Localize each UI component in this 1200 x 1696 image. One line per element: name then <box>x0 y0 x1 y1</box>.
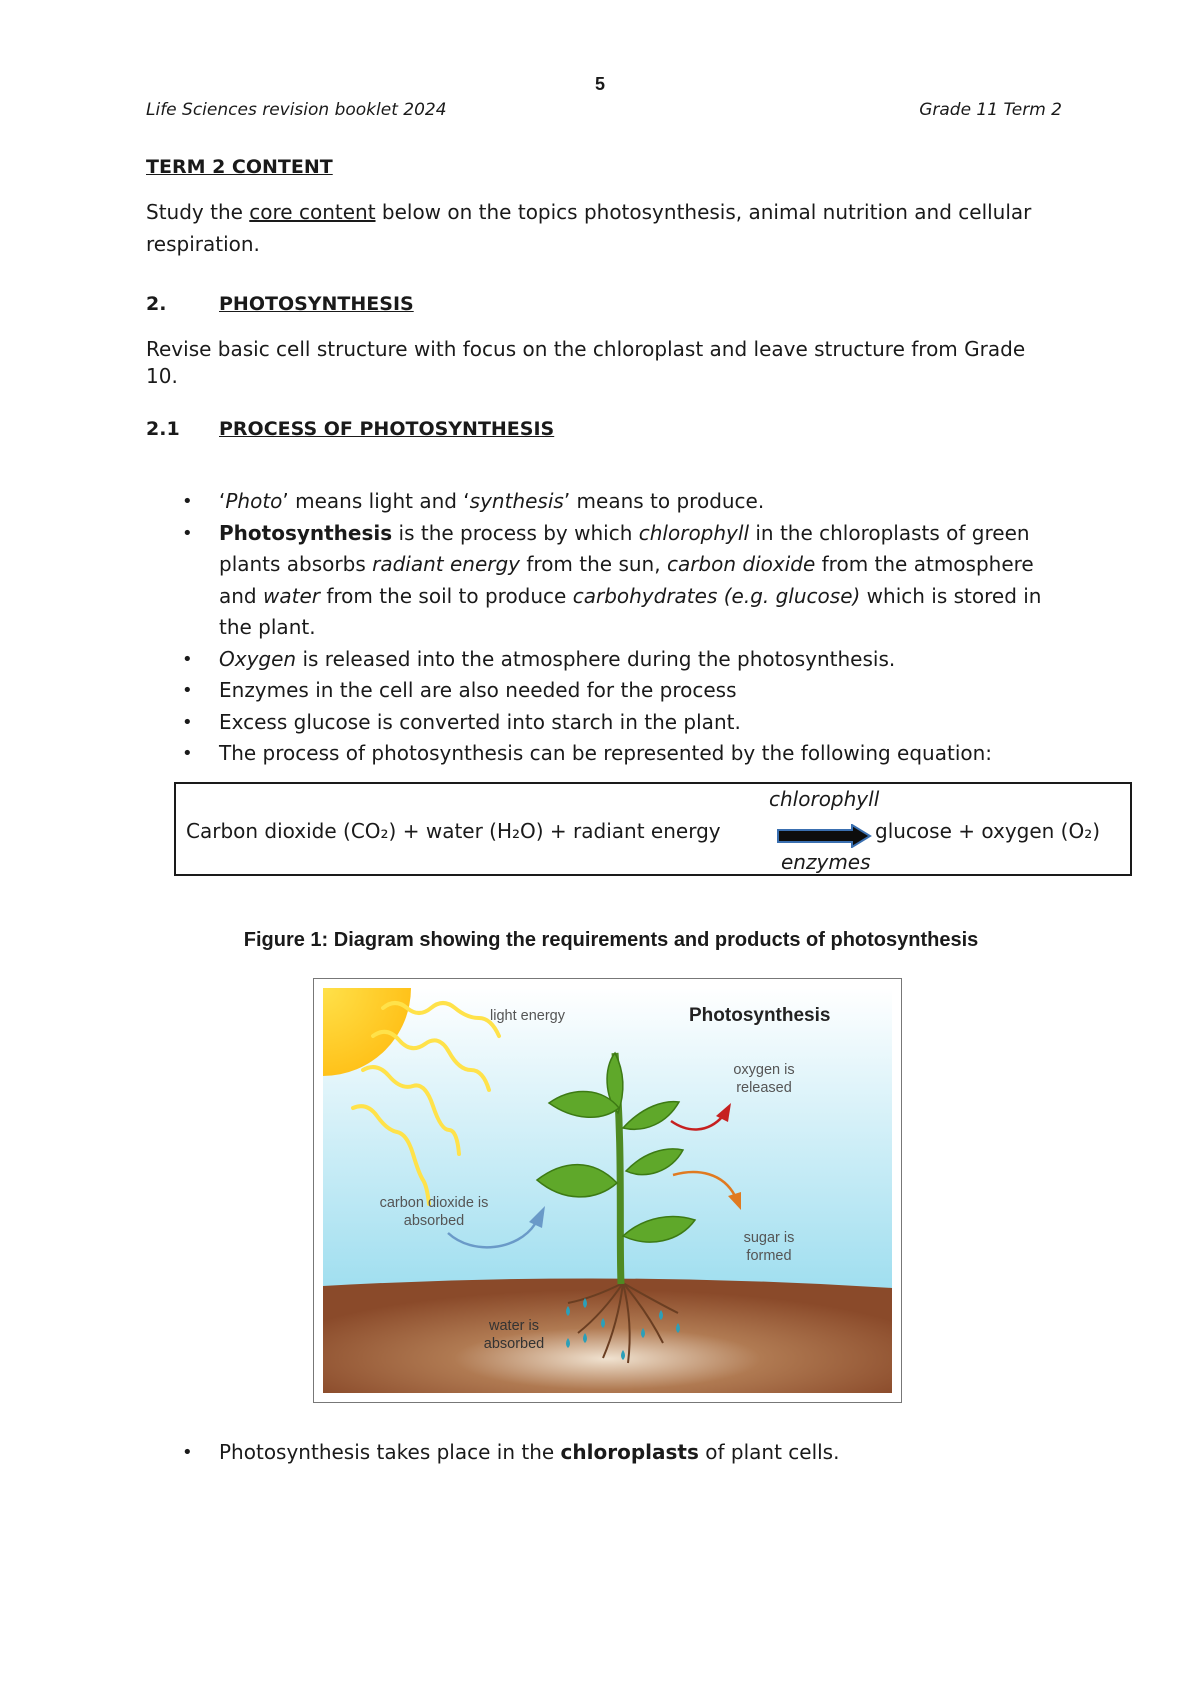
equation-enzymes: enzymes <box>781 850 871 874</box>
figure-title: Photosynthesis <box>689 1005 831 1026</box>
running-header-left: Life Sciences revision booklet 2024 <box>146 100 447 120</box>
label-carbon-dioxide: carbon dioxide is absorbed <box>379 1195 489 1229</box>
list-item: • Oxygen is released into the atmosphere during the photosynthesis. <box>146 644 1076 676</box>
bullet-list <box>146 486 1076 770</box>
equation-box <box>174 782 1132 876</box>
equation-reactants: Carbon dioxide (CO₂) + water (H₂O) + radiant energy <box>186 819 721 843</box>
term-heading: TERM 2 CONTENT <box>146 156 333 178</box>
study-intro: Study the core content below on the topics photosynthesis, animal nutrition and cellular respiration. <box>146 200 1032 256</box>
label-water: water is absorbed <box>483 1318 545 1352</box>
section-2-text: Revise basic cell structure with focus on the chloroplast and leave structure from Grade 10. <box>146 337 1026 388</box>
label-sugar: sugar is formed <box>743 1230 795 1264</box>
section-2-1-heading: 2.1 PROCESS OF PHOTOSYNTHESIS <box>146 418 555 440</box>
label-oxygen: oxygen is released <box>733 1062 795 1096</box>
section-2-heading: 2. PHOTOSYNTHESIS <box>146 293 414 315</box>
list-item: • Excess glucose is converted into starch in the plant. <box>146 707 1076 739</box>
core-content-term: core content <box>249 200 376 224</box>
soil <box>323 1278 892 1393</box>
list-item: • The process of photosynthesis can be represented by the following equation: <box>146 738 1076 770</box>
label-light-energy: light energy <box>490 1008 565 1024</box>
photosynthesis-figure <box>313 978 902 1403</box>
equation-catalyst: chlorophyll <box>769 787 880 811</box>
equation-products: glucose + oxygen (O₂) <box>875 819 1101 843</box>
list-item: • Photosynthesis is the process by which chlorophyll in the chloroplasts of green plants absorbs radiant energy from the sun, carbon dioxide from the atmosphere and water from the soil to produce carbohydrates (e.g. glucose) which is stored in the plant. <box>146 518 1076 644</box>
arrow-right-icon <box>776 824 872 848</box>
list-item: • Enzymes in the cell are also needed for the process <box>146 675 1076 707</box>
running-header-right: Grade 11 Term 2 <box>919 100 1062 120</box>
photosynthesis-illustration <box>323 988 892 1393</box>
page-number: 5 <box>594 74 605 94</box>
list-item: • Photosynthesis takes place in the chloroplasts of plant cells. <box>146 1437 839 1468</box>
figure-caption: Figure 1: Diagram showing the requirements and products of photosynthesis <box>243 929 979 951</box>
list-item: • ‘Photo’ means light and ‘synthesis’ means to produce. <box>146 486 1076 518</box>
